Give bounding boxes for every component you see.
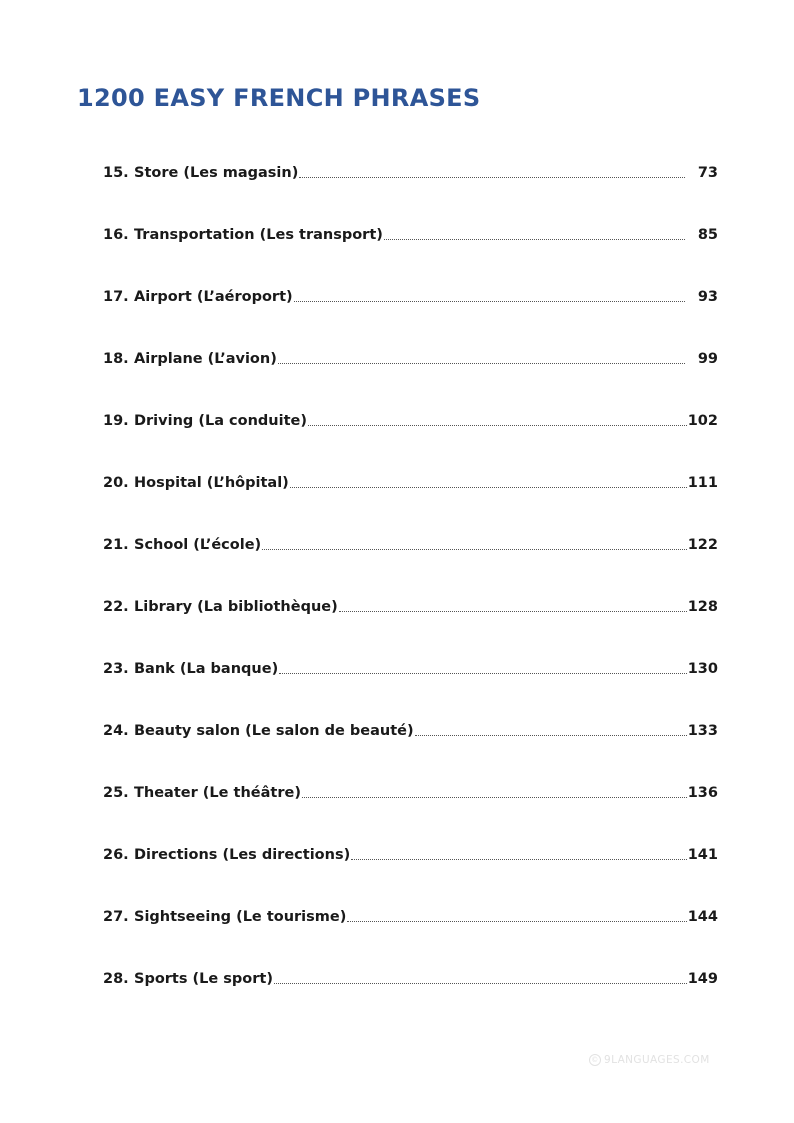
entry-label: Directions (Les directions) bbox=[134, 847, 351, 863]
entry-number: 16. bbox=[103, 227, 129, 243]
entry-number: 27. bbox=[103, 909, 129, 925]
page-title: 1200 EASY FRENCH PHRASES bbox=[77, 84, 481, 112]
toc-entry[interactable] bbox=[103, 659, 718, 679]
entry-label: Bank (La banque) bbox=[134, 661, 279, 677]
toc-entry[interactable] bbox=[103, 969, 718, 989]
dot-leader bbox=[278, 363, 685, 364]
dot-leader bbox=[339, 611, 687, 612]
dot-leader bbox=[415, 735, 687, 736]
dot-leader bbox=[308, 425, 687, 426]
entry-page: 136 bbox=[687, 785, 718, 801]
entry-number: 23. bbox=[103, 661, 129, 677]
toc-entry[interactable] bbox=[103, 907, 718, 927]
entry-page: 93 bbox=[697, 289, 718, 305]
entry-page: 130 bbox=[687, 661, 718, 677]
entry-number: 19. bbox=[103, 413, 129, 429]
entry-label: Sports (Le sport) bbox=[134, 971, 273, 987]
entry-label: Hospital (L’hôpital) bbox=[134, 475, 289, 491]
dot-leader bbox=[290, 487, 687, 488]
entry-page: 73 bbox=[697, 165, 718, 181]
entry-page: 133 bbox=[687, 723, 718, 739]
watermark-text: 9LANGUAGES.COM bbox=[604, 1054, 710, 1066]
dot-leader bbox=[274, 983, 687, 984]
entry-label: Airport (L’aéroport) bbox=[134, 289, 293, 305]
toc-entry[interactable] bbox=[103, 411, 718, 431]
toc-entry[interactable] bbox=[103, 597, 718, 617]
entry-label: Theater (Le théâtre) bbox=[134, 785, 301, 801]
entry-page: 85 bbox=[697, 227, 718, 243]
toc-entry[interactable] bbox=[103, 535, 718, 555]
entry-page: 111 bbox=[687, 475, 718, 491]
entry-number: 15. bbox=[103, 165, 129, 181]
entry-label: School (L’école) bbox=[134, 537, 262, 553]
entry-page: 99 bbox=[697, 351, 718, 367]
toc-entry[interactable] bbox=[103, 473, 718, 493]
dot-leader bbox=[294, 301, 685, 302]
entry-label: Sightseeing (Le tourisme) bbox=[134, 909, 347, 925]
entry-page: 149 bbox=[687, 971, 718, 987]
entry-number: 26. bbox=[103, 847, 129, 863]
toc-entry[interactable] bbox=[103, 225, 718, 245]
toc-entry[interactable] bbox=[103, 349, 718, 369]
entry-page: 102 bbox=[687, 413, 718, 429]
dot-leader bbox=[299, 177, 685, 178]
entry-number: 17. bbox=[103, 289, 129, 305]
entry-number: 25. bbox=[103, 785, 129, 801]
entry-number: 20. bbox=[103, 475, 129, 491]
entry-label: Airplane (L’avion) bbox=[134, 351, 277, 367]
copyright-icon: © bbox=[589, 1054, 601, 1066]
entry-number: 24. bbox=[103, 723, 129, 739]
entry-number: 18. bbox=[103, 351, 129, 367]
toc-entry[interactable] bbox=[103, 845, 718, 865]
dot-leader bbox=[302, 797, 687, 798]
entry-label: Transportation (Les transport) bbox=[134, 227, 383, 243]
entry-number: 21. bbox=[103, 537, 129, 553]
entry-page: 128 bbox=[687, 599, 718, 615]
entry-label: Library (La bibliothèque) bbox=[134, 599, 338, 615]
entry-page: 141 bbox=[687, 847, 718, 863]
watermark bbox=[589, 1054, 710, 1066]
dot-leader bbox=[351, 859, 687, 860]
dot-leader bbox=[384, 239, 685, 240]
entry-number: 22. bbox=[103, 599, 129, 615]
dot-leader bbox=[347, 921, 686, 922]
entry-label: Beauty salon (Le salon de beauté) bbox=[134, 723, 414, 739]
dot-leader bbox=[279, 673, 687, 674]
entry-page: 122 bbox=[687, 537, 718, 553]
entry-label: Store (Les magasin) bbox=[134, 165, 299, 181]
toc-entry[interactable] bbox=[103, 163, 718, 183]
entry-page: 144 bbox=[687, 909, 718, 925]
dot-leader bbox=[262, 549, 687, 550]
entry-number: 28. bbox=[103, 971, 129, 987]
toc-entry[interactable] bbox=[103, 721, 718, 741]
toc-entry[interactable] bbox=[103, 287, 718, 307]
entry-label: Driving (La conduite) bbox=[134, 413, 307, 429]
toc-entry[interactable] bbox=[103, 783, 718, 803]
